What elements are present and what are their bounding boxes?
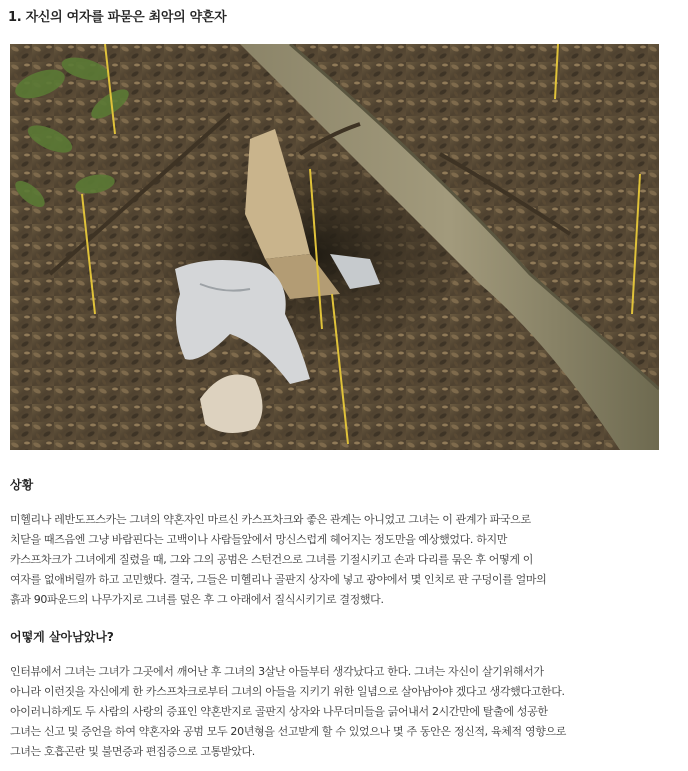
article-title: 1. 자신의 여자를 파묻은 최악의 약혼자 [8, 10, 227, 25]
body-line: 치닫을 때즈음엔 그냥 바람핀다는 고백이나 사람들앞에서 망신스럽게 헤어지는 정도만을 예상했었다. 하지만 [10, 533, 508, 546]
body-line: 흙과 90파운드의 나무가지로 그녀를 덮은 후 그 아래에서 질식시키기로 결정했다. [10, 593, 384, 606]
forest-burial-site-photo [10, 44, 659, 450]
photo-illustration [10, 44, 659, 450]
body-line: 그녀는 신고 및 증언을 하여 약혼자와 공범 모두 20년형을 선고받게 할 수 있었으나 몇 주 동안은 정신적, 육체적 영향으로 [10, 725, 567, 738]
body-line: 아이러니하게도 두 사람의 사랑의 증표인 약혼반지로 골판지 상자와 나무더미들을 긁어내서 2시간만에 탈출에 성공한 [10, 705, 548, 718]
body-line: 여자를 없애버릴까 하고 고민했다. 결국, 그들은 미헬리나 골판지 상자에 넣고 광야에서 몇 인치로 판 구덩이를 얼마의 [10, 573, 547, 586]
body-line: 미헬리나 레반도프스카는 그녀의 약혼자인 마르신 카스프차크와 좋은 관계는 아니었고 그녀는 이 관계가 파국으로 [10, 513, 531, 526]
body-line: 아니라 이런짓을 자신에게 한 카스프차크로부터 그녀의 아들을 지키기 위한 일념으로 살아남아야 겠다고 생각했다고한다. [10, 685, 565, 698]
section-body-situation [10, 510, 678, 610]
body-line: 카스프차크가 그녀에게 질렸을 때, 그와 그의 공범은 스턴건으로 그녀를 기절시키고 손과 다리를 묶은 후 어떻게 이 [10, 553, 534, 566]
section-body-survival [10, 662, 678, 762]
section-heading-survival: 어떻게 살아남았나? [10, 630, 114, 644]
section-heading-situation: 상황 [10, 478, 34, 492]
body-line: 인터뷰에서 그녀는 그녀가 그곳에서 깨어난 후 그녀의 3살난 아들부터 생각났다고 한다. 그녀는 자신이 살기위해서가 [10, 665, 544, 678]
body-line: 그녀는 호흡곤란 및 불면증과 편집증으로 고통받았다. [10, 745, 255, 758]
